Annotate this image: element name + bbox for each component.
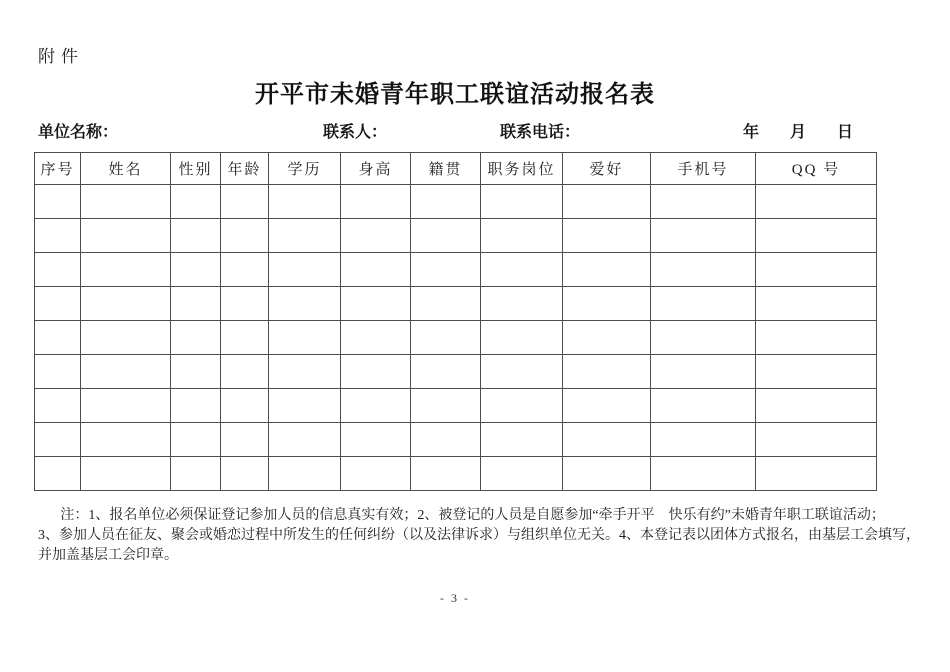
page-content — [34, 0, 920, 672]
note-line: 注：1、报名单位必须保证登记参加人员的信息真实有效；2、被登记的人员是自愿参加“牵手开平 快乐有约”未婚青年职工联谊活动； — [60, 508, 885, 523]
table-cell — [341, 423, 411, 457]
table-cell — [341, 321, 411, 355]
table-cell — [171, 321, 221, 355]
table-cell — [563, 355, 651, 389]
table-cell — [651, 287, 756, 321]
table-cell — [341, 185, 411, 219]
day-label: 日 — [837, 124, 854, 141]
column-header: 序号 — [35, 153, 81, 185]
table-row — [35, 219, 877, 253]
note-line: 3、参加人员在征友、聚会或婚恋过程中所发生的任何纠纷（以及法律诉求）与组织单位无关。4、本登记表以团体方式报名，由基层工会填写， — [38, 528, 920, 543]
table-cell — [35, 185, 81, 219]
table-cell — [269, 253, 341, 287]
table-cell — [81, 321, 171, 355]
table-cell — [341, 287, 411, 321]
column-header: 籍贯 — [411, 153, 481, 185]
table-cell — [221, 253, 269, 287]
column-header: QQ 号 — [756, 153, 877, 185]
table-cell — [563, 253, 651, 287]
table-cell — [651, 253, 756, 287]
table-cell — [171, 253, 221, 287]
info-line — [34, 119, 876, 141]
table-cell — [269, 389, 341, 423]
table-row — [35, 185, 877, 219]
table-cell — [411, 253, 481, 287]
year-label: 年 — [743, 124, 760, 141]
table-cell — [563, 389, 651, 423]
page-title: 开平市未婚青年职工联谊活动报名表 — [255, 81, 655, 108]
attachment-label: 附件 — [38, 47, 84, 66]
table-cell — [756, 253, 877, 287]
column-header: 年龄 — [221, 153, 269, 185]
table-cell — [221, 457, 269, 491]
table-cell — [563, 457, 651, 491]
table-cell — [341, 389, 411, 423]
table-cell — [341, 355, 411, 389]
table-cell — [411, 423, 481, 457]
table-cell — [35, 423, 81, 457]
table-cell — [651, 355, 756, 389]
table-cell — [481, 287, 563, 321]
column-header: 身高 — [341, 153, 411, 185]
table-cell — [481, 389, 563, 423]
table-cell — [481, 253, 563, 287]
table-cell — [651, 219, 756, 253]
table-cell — [221, 219, 269, 253]
contact-phone-label: 联系电话： — [500, 124, 581, 141]
note-line: 并加盖基层工会印章。 — [38, 548, 178, 563]
table-cell — [651, 423, 756, 457]
table-cell — [481, 457, 563, 491]
table-cell — [81, 287, 171, 321]
table-row — [35, 287, 877, 321]
table-cell — [35, 253, 81, 287]
table-row — [35, 321, 877, 355]
table-cell — [756, 355, 877, 389]
table-cell — [221, 355, 269, 389]
table-cell — [651, 185, 756, 219]
table-cell — [171, 355, 221, 389]
table-cell — [81, 355, 171, 389]
table-cell — [756, 185, 877, 219]
table-cell — [411, 389, 481, 423]
table-cell — [171, 219, 221, 253]
table-cell — [481, 355, 563, 389]
table-cell — [171, 423, 221, 457]
table-cell — [221, 321, 269, 355]
unit-name-label: 单位名称： — [38, 124, 119, 141]
column-header: 姓名 — [81, 153, 171, 185]
registration-table — [34, 152, 877, 491]
table-cell — [341, 457, 411, 491]
table-cell — [411, 355, 481, 389]
table-cell — [221, 287, 269, 321]
table-cell — [81, 457, 171, 491]
table-cell — [171, 287, 221, 321]
table-cell — [35, 457, 81, 491]
table-cell — [481, 321, 563, 355]
table-cell — [35, 219, 81, 253]
table-cell — [563, 287, 651, 321]
table-cell — [651, 389, 756, 423]
table-cell — [756, 423, 877, 457]
table-cell — [221, 423, 269, 457]
table-row — [35, 355, 877, 389]
table-cell — [756, 389, 877, 423]
table-cell — [269, 355, 341, 389]
table-cell — [269, 321, 341, 355]
table-cell — [171, 185, 221, 219]
table-cell — [651, 457, 756, 491]
contact-person-label: 联系人： — [323, 124, 388, 141]
table-cell — [269, 423, 341, 457]
page-number: - 3 - — [440, 591, 470, 605]
table-row — [35, 253, 877, 287]
column-header: 学历 — [269, 153, 341, 185]
table-cell — [563, 219, 651, 253]
table-cell — [756, 219, 877, 253]
table-header-row — [35, 153, 877, 185]
table-body — [35, 185, 877, 491]
table-cell — [411, 185, 481, 219]
table-cell — [481, 185, 563, 219]
table-cell — [411, 321, 481, 355]
column-header: 爱好 — [563, 153, 651, 185]
column-header: 性别 — [171, 153, 221, 185]
table-cell — [563, 423, 651, 457]
table-cell — [563, 321, 651, 355]
table-cell — [411, 219, 481, 253]
table-cell — [651, 321, 756, 355]
table-cell — [756, 287, 877, 321]
table-cell — [481, 423, 563, 457]
table-cell — [563, 185, 651, 219]
table-cell — [35, 389, 81, 423]
column-header: 手机号 — [651, 153, 756, 185]
table-row — [35, 423, 877, 457]
table-cell — [81, 423, 171, 457]
table-row — [35, 457, 877, 491]
table-cell — [341, 219, 411, 253]
table-cell — [81, 185, 171, 219]
table-cell — [481, 219, 563, 253]
table-cell — [269, 457, 341, 491]
table-cell — [171, 457, 221, 491]
table-cell — [81, 253, 171, 287]
table-cell — [269, 185, 341, 219]
table-cell — [411, 287, 481, 321]
table-cell — [81, 389, 171, 423]
table-cell — [81, 219, 171, 253]
table-cell — [221, 389, 269, 423]
notes-block — [38, 506, 920, 566]
table-cell — [35, 355, 81, 389]
table-cell — [341, 253, 411, 287]
month-label: 月 — [790, 124, 807, 141]
table-cell — [35, 287, 81, 321]
table-cell — [756, 457, 877, 491]
table-row — [35, 389, 877, 423]
table-cell — [221, 185, 269, 219]
table-cell — [269, 287, 341, 321]
table-cell — [269, 219, 341, 253]
table-cell — [411, 457, 481, 491]
table-cell — [171, 389, 221, 423]
table-cell — [756, 321, 877, 355]
table-cell — [35, 321, 81, 355]
column-header: 职务岗位 — [481, 153, 563, 185]
